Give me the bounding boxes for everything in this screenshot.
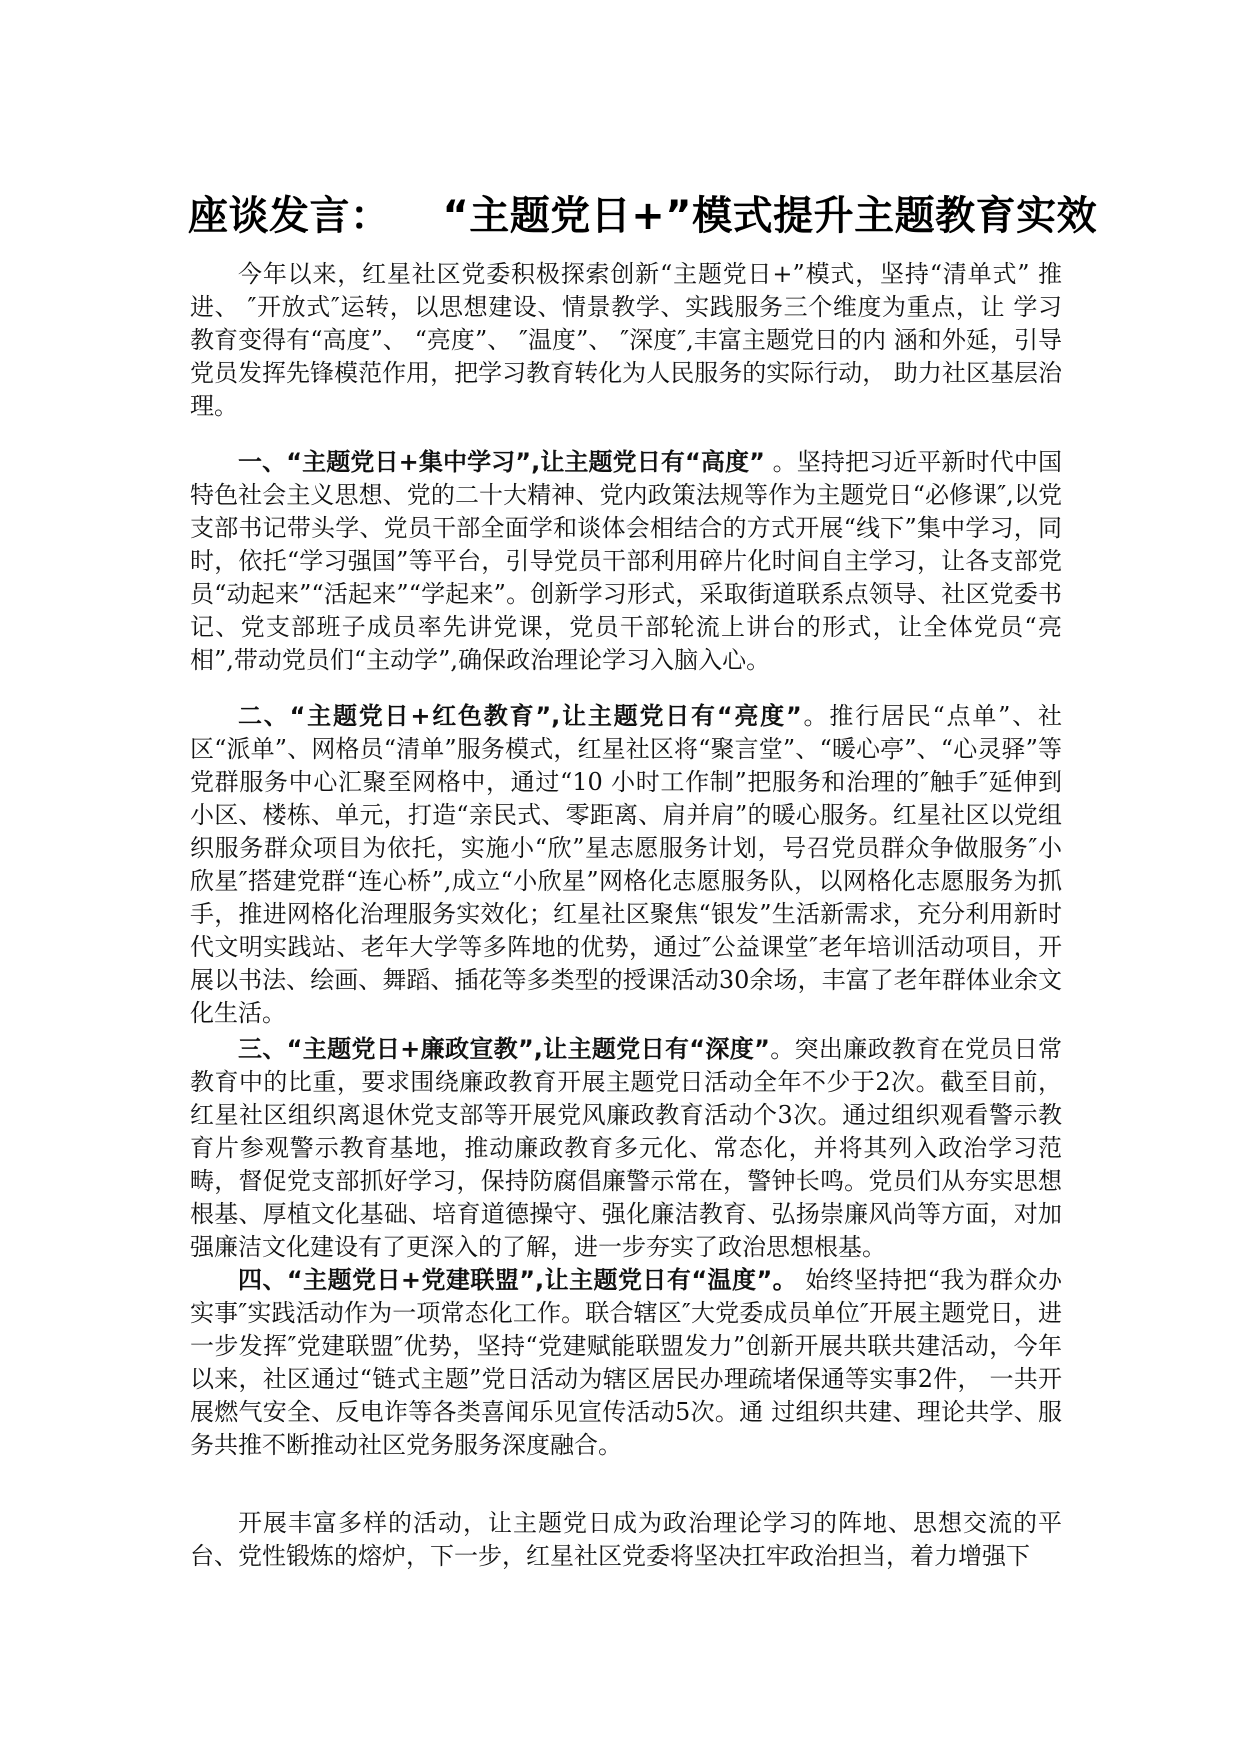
section-2-text: 。推行居民“点单”、社区“派单”、网格员“清单”服务模式，红星社区将“聚言堂”、“暖心亭”、“心灵驿”等党群服务中心汇聚至网格中，通过“10 小时工作制”把服务和治理的″触手″延伸到小区、楼栋、单元，打造“亲民式、零距离、肩并肩”的暖心服务。红星社区以党组织服务群众项目为依托，实施小“欣”星志愿服务计划，号召党员群众争做服务″小欣星″搭建党群“连心桥”,成立“小欣星”网格化志愿服务队，以网格化志愿服务为抓手，推进网格化治理服务实效化；红星社区聚焦“银发”生活新需求，充分利用新时代文明实践站、老年大学等多阵地的优势，通过″公益课堂″老年培训活动项目，开展以书法、绘画、舞蹈、插花等多类型的授课活动30余场，丰富了老年群体业余文化生活。 (190, 702, 1062, 1027)
section-1-paragraph (190, 446, 1062, 677)
intro-paragraph: 今年以来，红星社区党委积极探索创新“主题党日+”模式，坚持“清单式” 推进、 ″开放式″运转，以思想建设、情景教学、实践服务三个维度为重点，让 学习教育变得有“高度”、 “亮度”、 ″温度”、 ″深度″,丰富主题党日的内 涵和外延，引导党员发挥先锋模范作用，把学习教育转化为人民服务的实际行动， 助力社区基层治理。 (190, 260, 1062, 420)
section-2-heading: 二、“主题党日+红色教育”,让主题党日有“亮度” (238, 702, 802, 730)
section-4-heading: 四、“主题党日+党建联盟”,让主题党日有“温度”。 (238, 1266, 798, 1294)
section-3-heading: 三、“主题党日+廉政宣教”,让主题党日有“深度” (238, 1035, 770, 1063)
section-4-text: 始终坚持把“我为群众办实事″实践活动作为一项常态化工作。联合辖区″大党委成员单位″开展主题党日，进一步发挥″党建联盟″优势，坚持“党建赋能联盟发力”创新开展共联共建活动，今年以来，社区通过“链式主题”党日活动为辖区居民办理疏堵保通等实事2件， 一共开展燃气安全、反电诈等各类喜闻乐见宣传活动5次。通 过组织共建、理论共学、服务共推不断推动社区党务服务深度融合。 (190, 1266, 1062, 1459)
section-1-heading: 一、“主题党日+集中学习”,让主题党日有“高度” (238, 448, 765, 476)
document-body (190, 258, 1062, 1573)
section-2-paragraph (190, 700, 1062, 1030)
title-main: “主题党日+”模式提升主题教育实效 (442, 193, 1098, 239)
section-3-text: 。突出廉政教育在党员日常教育中的比重，要求围绕廉政教育开展主题党日活动全年不少于2次。截至目前，红星社区组织离退休党支部等开展党风廉政教育活动个3次。通过组织观看警示教育片参观警示教育基地，推动廉政教育多元化、常态化，并将其列入政治学习范畴，督促党支部抓好学习，保持防腐倡廉警示常在，警钟长鸣。党员们从夯实思想根基、厚植文化基础、培育道德操守、强化廉洁教育、弘扬崇廉风尚等方面，对加强廉洁文化建设有了更深入的了解，进一步夯实了政治思想根基。 (190, 1035, 1062, 1261)
title-prefix: 座谈发言： (188, 193, 391, 239)
section-1-text: 。坚持把习近平新时代中国特色社会主义思想、党的二十大精神、党内政策法规等作为主题党日“必修课″,以党支部书记带头学、党员干部全面学和谈体会相结合的方式开展“线下”集中学习，同时，依托“学习强国”等平台，引导党员干部利用碎片化时间自主学习，让各支部党员“动起来”“活起来”“学起来”。创新学习形式，采取街道联系点领导、社区党委书记、党支部班子成员率先讲党课，党员干部轮流上讲台的形式，让全体党员“亮相”,带动党员们“主动学”,确保政治理论学习入脑入心。 (190, 448, 1062, 674)
section-4-paragraph (190, 1264, 1062, 1462)
page-title (188, 188, 1098, 244)
section-3-paragraph (190, 1033, 1062, 1264)
closing-paragraph: 开展丰富多样的活动，让主题党日成为政治理论学习的阵地、思想交流的平 台、党性锻炼的熔炉，下一步，红星社区党委将坚决扛牢政治担当，着力增强下 (190, 1509, 1062, 1570)
